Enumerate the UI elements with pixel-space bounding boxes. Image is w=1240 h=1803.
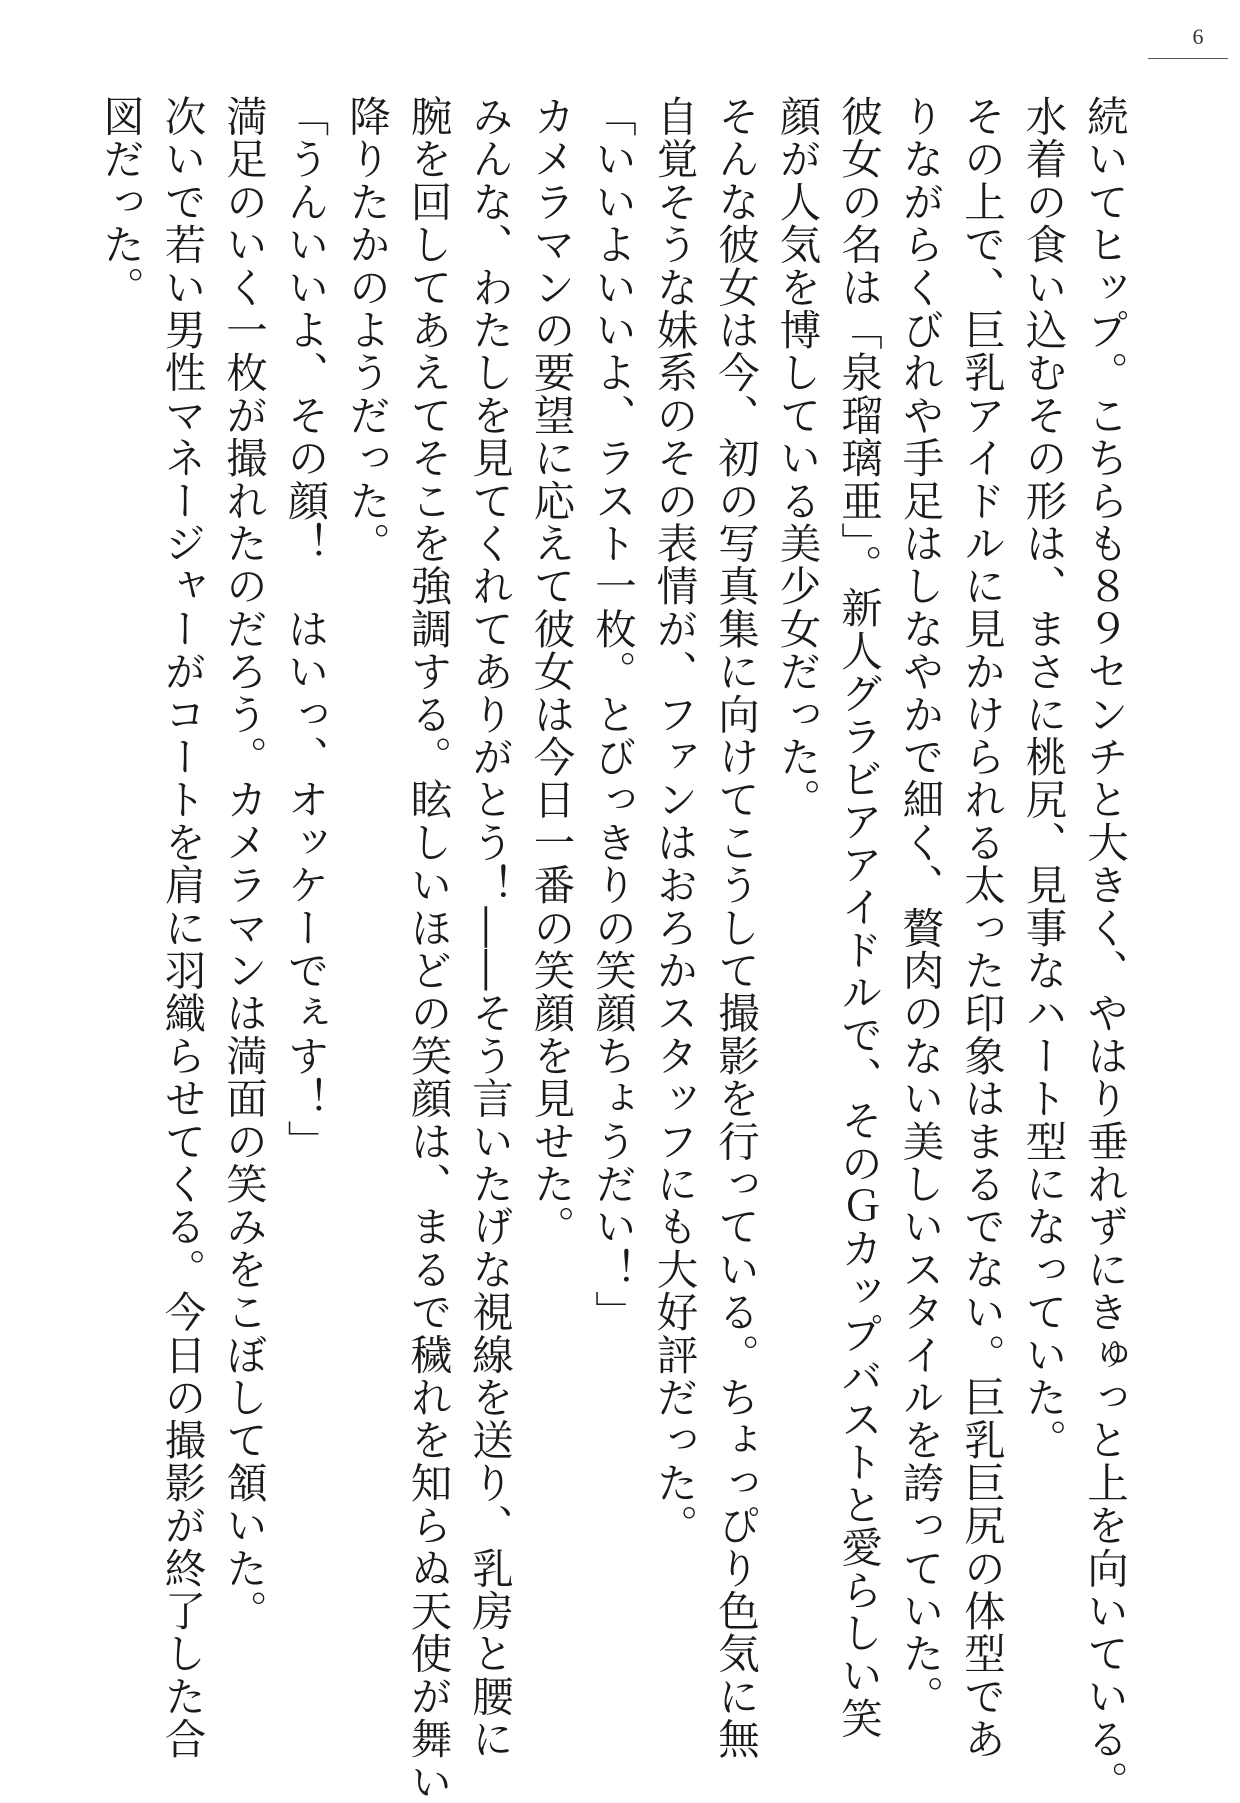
text-line: そんな彼女は今、初の写真集に向けてこうして撮影を行っている。ちょっぴり色気に無 (711, 95, 760, 1761)
page-number: 6 (1192, 24, 1204, 49)
text-line: みんな、わたしを見てくれてありがとう！――そう言いたげな視線を送り、乳房と腰に (465, 95, 514, 1761)
text-line: カメラマンの要望に応えて彼女は今日一番の笑顔を見せた。 (526, 95, 576, 1248)
text-line: 彼女の名は「泉瑠璃亜」。新人グラビアアイドルで、そのＧカップバストと愛らしい笑 (834, 95, 883, 1740)
text-line: 次いで若い男性マネージャーがコートを肩に羽織らせてくる。今日の撮影が終了した合 (157, 95, 207, 1761)
text-line: 降りたかのようだった。 (342, 95, 391, 565)
header-rule (1148, 58, 1228, 59)
text-line: 水着の食い込むその形は、まさに桃尻、見事なハート型になっていた。 (1018, 95, 1068, 1462)
text-line: 「うんいいよ、その顔！ はいっ、オッケーでぇす！」 (280, 95, 330, 1163)
text-line: 腕を回してあえてそこを強調する。眩しいほどの笑顔は、まるで穢れを知らぬ天使が舞い (403, 95, 453, 1803)
text-line: 続いてヒップ。こちらも８９センチと大きく、やはり垂れずにきゅっと上を向いている。 (1080, 95, 1129, 1803)
text-line: 満足のいく一枚が撮れたのだろう。カメラマンは満面の笑みをこぼして頷いた。 (219, 95, 268, 1633)
text-line: 自覚そうな妹系のその表情が、ファンはおろかスタッフにも大好評だった。 (649, 95, 699, 1547)
text-line: りながらくびれや手足はしなやかで細く、贅肉のない美しいスタイルを誇っていた。 (895, 95, 945, 1718)
text-line: 顔が人気を博している美少女だった。 (772, 95, 822, 821)
text-line: 「いいよいいよ、ラスト一枚。とびっきりの笑顔ちょうだい！」 (588, 95, 637, 1334)
body-text (90, 95, 1136, 1803)
text-line: その上で、巨乳アイドルに見かけられる太った印象はまるでない。巨乳巨尻の体型であ (957, 95, 1006, 1761)
text-line: 図だった。 (96, 95, 145, 309)
